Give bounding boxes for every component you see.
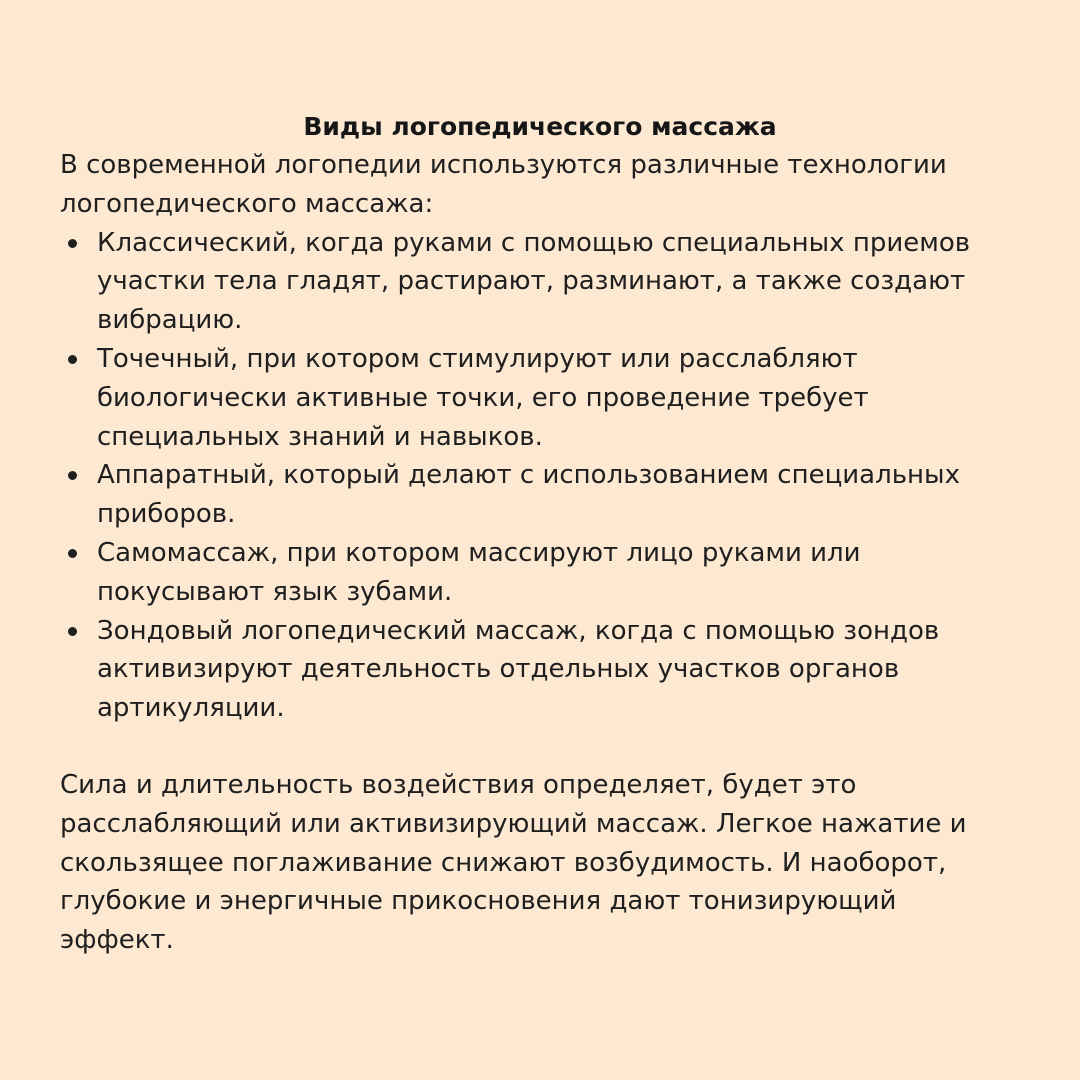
massage-types-list <box>60 224 1000 728</box>
list-item-text: Самомассаж, при котором массируют лицо руками или покусывают язык зубами. <box>97 537 861 607</box>
bullet-dot-icon <box>68 239 77 248</box>
list-item-text: Точечный, при котором стимулируют или расслабляют биологически активные точки, его проведение требует специальных знаний и навыков. <box>97 343 869 452</box>
list-item <box>60 612 1000 728</box>
list-item <box>60 456 1000 534</box>
document-title: Виды логопедического массажа <box>303 112 777 141</box>
bullet-dot-icon <box>68 549 77 558</box>
bullet-dot-icon <box>68 627 77 636</box>
list-item-text: Зондовый логопедический массаж, когда с помощью зондов активизируют деятельность отдельных участков органов артикуляции. <box>97 615 940 724</box>
list-item-text: Классический, когда руками с помощью специальных приемов участки тела гладят, растирают, разминают, а также создают вибрацию. <box>97 227 971 336</box>
bullet-dot-icon <box>68 471 77 480</box>
bullet-dot-icon <box>68 355 77 364</box>
list-item <box>60 534 1000 612</box>
list-item <box>60 224 1000 340</box>
list-item <box>60 340 1000 456</box>
conclusion-paragraph: Сила и длительность воздействия определяет, будет это расслабляющий или активизирующий массаж. Легкое нажатие и скользящее поглаживание снижают возбудимость. И наоборот, глубокие и энергичные прикосновения дают тонизирующий эффект. <box>60 769 967 956</box>
intro-paragraph: В современной логопедии используются различные технологии логопедического массажа: <box>60 150 947 219</box>
list-item-text: Аппаратный, который делают с использованием специальных приборов. <box>97 460 960 530</box>
